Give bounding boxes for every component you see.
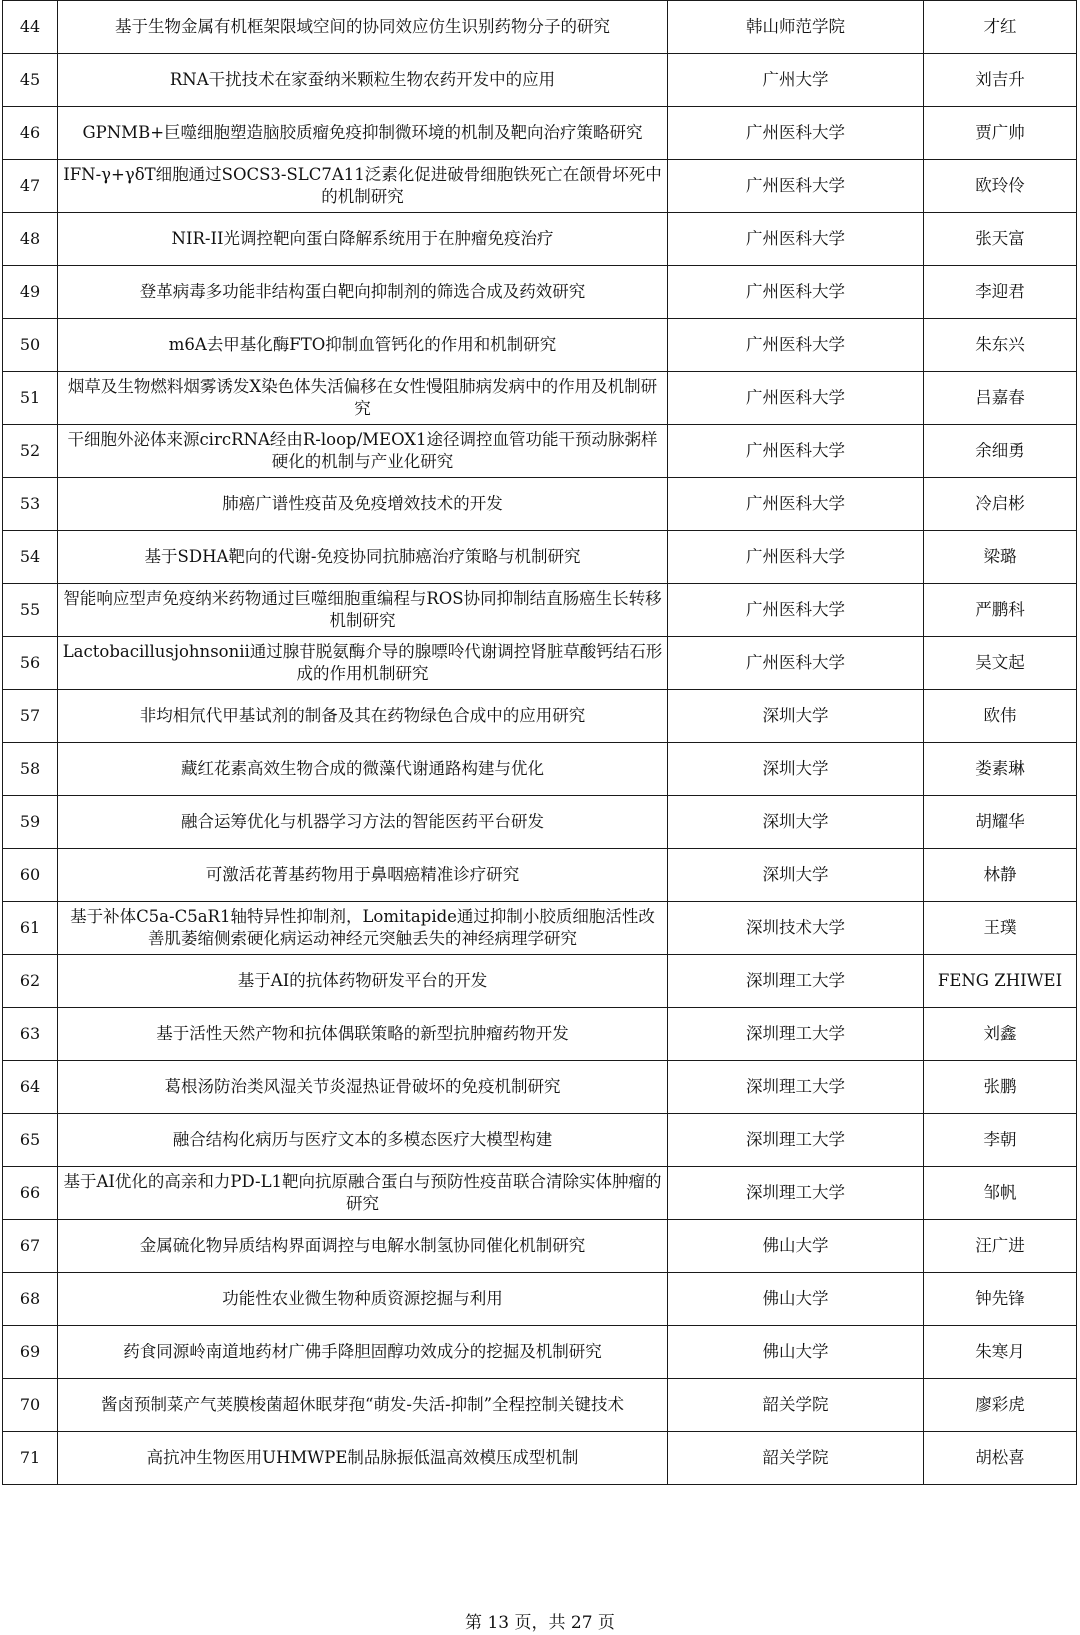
institution-cell: 深圳理工大学 — [668, 1167, 924, 1220]
table-row — [3, 584, 1077, 637]
project-title-cell: 智能响应型声免疫纳米药物通过巨噬细胞重编程与ROS协同抑制结直肠癌生长转移机制研究 — [58, 584, 668, 637]
project-title-cell: 登革病毒多功能非结构蛋白靶向抑制剂的筛选合成及药效研究 — [58, 266, 668, 319]
table-row — [3, 1061, 1077, 1114]
leader-name-cell: 林静 — [924, 849, 1077, 902]
project-title-cell: m6A去甲基化酶FTO抑制血管钙化的作用和机制研究 — [58, 319, 668, 372]
row-number-cell: 53 — [3, 478, 58, 531]
table-row — [3, 1273, 1077, 1326]
table-row — [3, 1432, 1077, 1485]
project-title-cell: 融合运筹优化与机器学习方法的智能医药平台研发 — [58, 796, 668, 849]
table-row — [3, 796, 1077, 849]
table-row — [3, 531, 1077, 584]
leader-name-cell: 李迎君 — [924, 266, 1077, 319]
institution-cell: 深圳大学 — [668, 849, 924, 902]
row-number-cell: 44 — [3, 1, 58, 54]
institution-cell: 广州医科大学 — [668, 107, 924, 160]
row-number-cell: 70 — [3, 1379, 58, 1432]
institution-cell: 佛山大学 — [668, 1220, 924, 1273]
leader-name-cell: 严鹏科 — [924, 584, 1077, 637]
leader-name-cell: 李朝 — [924, 1114, 1077, 1167]
institution-cell: 佛山大学 — [668, 1273, 924, 1326]
institution-cell: 深圳理工大学 — [668, 1061, 924, 1114]
project-title-cell: 肺癌广谱性疫苗及免疫增效技术的开发 — [58, 478, 668, 531]
row-number-cell: 52 — [3, 425, 58, 478]
leader-name-cell: 贾广帅 — [924, 107, 1077, 160]
leader-name-cell: 胡耀华 — [924, 796, 1077, 849]
leader-name-cell: 张鹏 — [924, 1061, 1077, 1114]
project-title-cell: GPNMB+巨噬细胞塑造脑胶质瘤免疫抑制微环境的机制及靶向治疗策略研究 — [58, 107, 668, 160]
table-body — [3, 1, 1077, 1485]
table-row — [3, 54, 1077, 107]
project-title-cell: 干细胞外泌体来源circRNA经由R-loop/MEOX1途径调控血管功能干预动脉粥样硬化的机制与产业化研究 — [58, 425, 668, 478]
leader-name-cell: 余细勇 — [924, 425, 1077, 478]
leader-name-cell: 朱寒月 — [924, 1326, 1077, 1379]
row-number-cell: 45 — [3, 54, 58, 107]
leader-name-cell: 欧伟 — [924, 690, 1077, 743]
leader-name-cell: 廖彩虎 — [924, 1379, 1077, 1432]
project-title-cell: 药食同源岭南道地药材广佛手降胆固醇功效成分的挖掘及机制研究 — [58, 1326, 668, 1379]
institution-cell: 深圳大学 — [668, 796, 924, 849]
row-number-cell: 62 — [3, 955, 58, 1008]
leader-name-cell: 张天富 — [924, 213, 1077, 266]
table-row — [3, 1220, 1077, 1273]
row-number-cell: 57 — [3, 690, 58, 743]
institution-cell: 深圳理工大学 — [668, 1008, 924, 1061]
leader-name-cell: 刘吉升 — [924, 54, 1077, 107]
institution-cell: 广州医科大学 — [668, 531, 924, 584]
institution-cell: 深圳大学 — [668, 690, 924, 743]
institution-cell: 广州医科大学 — [668, 637, 924, 690]
page-number: 第 13 页，共 27 页 — [465, 1613, 615, 1633]
institution-cell: 深圳大学 — [668, 743, 924, 796]
row-number-cell: 69 — [3, 1326, 58, 1379]
leader-name-cell: 吴文起 — [924, 637, 1077, 690]
table-row — [3, 107, 1077, 160]
project-title-cell: 基于AI优化的高亲和力PD-L1靶向抗原融合蛋白与预防性疫苗联合清除实体肿瘤的研究 — [58, 1167, 668, 1220]
row-number-cell: 71 — [3, 1432, 58, 1485]
leader-name-cell: FENG ZHIWEI — [924, 955, 1077, 1008]
institution-cell: 佛山大学 — [668, 1326, 924, 1379]
row-number-cell: 65 — [3, 1114, 58, 1167]
table-row — [3, 690, 1077, 743]
table-row — [3, 1326, 1077, 1379]
institution-cell: 广州医科大学 — [668, 425, 924, 478]
institution-cell: 广州医科大学 — [668, 160, 924, 213]
row-number-cell: 50 — [3, 319, 58, 372]
institution-cell: 韶关学院 — [668, 1379, 924, 1432]
table-row — [3, 478, 1077, 531]
row-number-cell: 46 — [3, 107, 58, 160]
leader-name-cell: 冷启彬 — [924, 478, 1077, 531]
institution-cell: 广州大学 — [668, 54, 924, 107]
project-title-cell: IFN-γ+γδT细胞通过SOCS3-SLC7A11泛素化促进破骨细胞铁死亡在颌骨坏死中的机制研究 — [58, 160, 668, 213]
table-row — [3, 1167, 1077, 1220]
row-number-cell: 54 — [3, 531, 58, 584]
project-title-cell: 非均相氘代甲基试剂的制备及其在药物绿色合成中的应用研究 — [58, 690, 668, 743]
table-row — [3, 955, 1077, 1008]
row-number-cell: 61 — [3, 902, 58, 955]
institution-cell: 深圳理工大学 — [668, 1114, 924, 1167]
row-number-cell: 64 — [3, 1061, 58, 1114]
table-row — [3, 637, 1077, 690]
table-row — [3, 1114, 1077, 1167]
project-title-cell: 烟草及生物燃料烟雾诱发X染色体失活偏移在女性慢阻肺病发病中的作用及机制研究 — [58, 372, 668, 425]
table-row — [3, 425, 1077, 478]
leader-name-cell: 朱东兴 — [924, 319, 1077, 372]
table-row — [3, 849, 1077, 902]
project-title-cell: RNA干扰技术在家蚕纳米颗粒生物农药开发中的应用 — [58, 54, 668, 107]
project-title-cell: 融合结构化病历与医疗文本的多模态医疗大模型构建 — [58, 1114, 668, 1167]
table-row — [3, 266, 1077, 319]
table-row — [3, 372, 1077, 425]
row-number-cell: 63 — [3, 1008, 58, 1061]
institution-cell: 韩山师范学院 — [668, 1, 924, 54]
institution-cell: 深圳技术大学 — [668, 902, 924, 955]
table-row — [3, 743, 1077, 796]
row-number-cell: 68 — [3, 1273, 58, 1326]
row-number-cell: 59 — [3, 796, 58, 849]
row-number-cell: 49 — [3, 266, 58, 319]
project-title-cell: Lactobacillusjohnsonii通过腺苷脱氨酶介导的腺嘌呤代谢调控肾脏草酸钙结石形成的作用机制研究 — [58, 637, 668, 690]
leader-name-cell: 梁璐 — [924, 531, 1077, 584]
institution-cell: 广州医科大学 — [668, 266, 924, 319]
table-row — [3, 1379, 1077, 1432]
table-row — [3, 160, 1077, 213]
row-number-cell: 60 — [3, 849, 58, 902]
project-title-cell: 功能性农业微生物种质资源挖掘与利用 — [58, 1273, 668, 1326]
row-number-cell: 48 — [3, 213, 58, 266]
project-title-cell: 高抗冲生物医用UHMWPE制品脉振低温高效模压成型机制 — [58, 1432, 668, 1485]
project-title-cell: 葛根汤防治类风湿关节炎湿热证骨破坏的免疫机制研究 — [58, 1061, 668, 1114]
row-number-cell: 56 — [3, 637, 58, 690]
row-number-cell: 47 — [3, 160, 58, 213]
leader-name-cell: 娄素琳 — [924, 743, 1077, 796]
project-title-cell: NIR-II光调控靶向蛋白降解系统用于在肿瘤免疫治疗 — [58, 213, 668, 266]
leader-name-cell: 胡松喜 — [924, 1432, 1077, 1485]
table-row — [3, 902, 1077, 955]
table-row — [3, 1008, 1077, 1061]
project-title-cell: 金属硫化物异质结构界面调控与电解水制氢协同催化机制研究 — [58, 1220, 668, 1273]
institution-cell: 深圳理工大学 — [668, 955, 924, 1008]
institution-cell: 广州医科大学 — [668, 213, 924, 266]
project-title-cell: 酱卤预制菜产气荚膜梭菌超休眠芽孢“萌发-失活-抑制”全程控制关键技术 — [58, 1379, 668, 1432]
leader-name-cell: 汪广进 — [924, 1220, 1077, 1273]
institution-cell: 广州医科大学 — [668, 372, 924, 425]
leader-name-cell: 欧玲伶 — [924, 160, 1077, 213]
leader-name-cell: 王璞 — [924, 902, 1077, 955]
project-title-cell: 基于AI的抗体药物研发平台的开发 — [58, 955, 668, 1008]
row-number-cell: 67 — [3, 1220, 58, 1273]
leader-name-cell: 吕嘉春 — [924, 372, 1077, 425]
project-title-cell: 藏红花素高效生物合成的微藻代谢通路构建与优化 — [58, 743, 668, 796]
table-row — [3, 319, 1077, 372]
project-title-cell: 基于生物金属有机框架限域空间的协同效应仿生识别药物分子的研究 — [58, 1, 668, 54]
table-row — [3, 213, 1077, 266]
project-title-cell: 基于活性天然产物和抗体偶联策略的新型抗肿瘤药物开发 — [58, 1008, 668, 1061]
institution-cell: 韶关学院 — [668, 1432, 924, 1485]
row-number-cell: 55 — [3, 584, 58, 637]
leader-name-cell: 才红 — [924, 1, 1077, 54]
project-title-cell: 基于补体C5a-C5aR1轴特异性抑制剂，Lomitapide通过抑制小胶质细胞活性改善肌萎缩侧索硬化病运动神经元突触丢失的神经病理学研究 — [58, 902, 668, 955]
project-title-cell: 基于SDHA靶向的代谢-免疫协同抗肺癌治疗策略与机制研究 — [58, 531, 668, 584]
row-number-cell: 66 — [3, 1167, 58, 1220]
table-row — [3, 1, 1077, 54]
institution-cell: 广州医科大学 — [668, 319, 924, 372]
project-title-cell: 可激活花菁基药物用于鼻咽癌精准诊疗研究 — [58, 849, 668, 902]
row-number-cell: 51 — [3, 372, 58, 425]
institution-cell: 广州医科大学 — [668, 584, 924, 637]
row-number-cell: 58 — [3, 743, 58, 796]
institution-cell: 广州医科大学 — [668, 478, 924, 531]
project-list-table — [2, 0, 1077, 1485]
leader-name-cell: 刘鑫 — [924, 1008, 1077, 1061]
leader-name-cell: 钟先锋 — [924, 1273, 1077, 1326]
leader-name-cell: 邹帆 — [924, 1167, 1077, 1220]
